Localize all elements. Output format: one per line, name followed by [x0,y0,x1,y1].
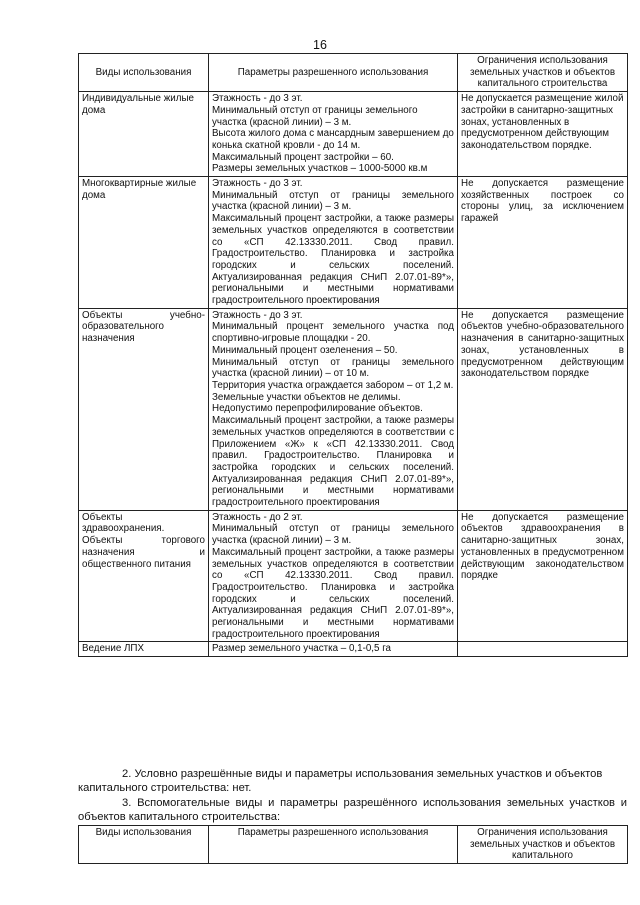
restrictions-cell [458,642,628,657]
usage-type-cell [79,510,209,642]
parameter-line: Максимальный процент застройки, а также размеры земельных участков определяются в соответствии со «СП 42.13330.2011. Свод правил. Градостроительство. Планировка и застройка городских и сельских поселений. Актуализированная редакция СНиП 2.07.01-89*», региональными и местными нормативами градостроительного проектирования [212,546,454,640]
restrictions-cell: Не допускается размещение объектов учебно-образовательного назначения в санитарно-защитных зонах, установленных в предусмотренном действующим законодательством порядке [458,308,628,510]
paragraph-conditional-uses: 2. Условно разрешённые виды и параметры использования земельных участков и объектов капитального строительства: нет. [78,768,603,794]
usage-type-cell: Индивидуальные жилые дома [79,92,209,177]
parameter-line: Минимальный процент земельного участка под спортивно-игровые площадки - 20. [212,321,454,345]
header-restrictions: Ограничения использования земельных участков и объектов капитального строительства [458,54,628,92]
table-header-row [79,54,628,92]
parameter-line: Земельные участки объектов не делимы. [212,391,401,403]
parameter-line: Высота жилого дома с мансардным завершением до конька скатной кровли - до 14 м. [212,128,454,151]
table-row [79,642,628,657]
parameter-line: Этажность - до 3 эт. [212,178,303,190]
restrictions-cell: Не допускается размещение жилой застройки в санитарно-защитных зонах, установленных в предусмотренном действующим законодательством порядке. [458,92,628,177]
parameters-cell [209,177,458,309]
parameter-line: Минимальный отступ от границы земельного участка (красной линии) – 3 м. [212,189,454,213]
usage-type-line: Объекты торгового назначения и общественного питания [82,535,205,570]
restrictions-cell: Не допускается размещение объектов здравоохранения в санитарно-защитных зонах, установленных в предусмотренном действующим законодательством порядке [458,510,628,642]
usage-type-cell: Многоквартирные жилые дома [79,177,209,309]
page-number: 16 [313,38,327,52]
parameter-line: Этажность - до 3 эт. [212,309,303,321]
header-parameters: Параметры разрешенного использования [209,54,458,92]
parameter-line: Максимальный процент застройки, а также размеры земельных участков определяются в соответствии со «СП 42.13330.2011. Свод правил. Градостроительство. Планировка и застройка городских и сельских поселений. Актуализированная редакция СНиП 2.07.01-89*», региональными и местными нормативами градостроительного проектирования [212,213,454,307]
parameter-line: Размеры земельных участков – 1000-5000 кв.м [212,163,428,175]
header-usage-types: Виды использования [79,54,209,92]
table-row [79,177,628,309]
restrictions-cell: Не допускается размещение хозяйственных построек со стороны улиц, за исключением гаражей [458,177,628,309]
parameters-cell: Размер земельного участка – 0,1-0,5 га [209,642,458,657]
auxiliary-uses-table [78,825,628,864]
usage-type-cell: Ведение ЛПХ [79,642,209,657]
parameters-cell [209,308,458,510]
parameter-line: Этажность - до 2 эт. [212,511,303,523]
parameter-line: Максимальный процент застройки, а также размеры земельных участков определяются в соответствии с Приложением «Ж» к «СП 42.13330.2011. Свод правил. Градостроительство. Планировка и застройка городских и сельских поселений. Актуализированная редакция СНиП 2.07.01-89*», региональными и местными нормативами градостроительного проектирования [212,415,454,509]
parameter-line: Минимальный отступ от границы земельного участка (красной линии) – 3 м. [212,523,454,547]
header-parameters: Параметры разрешенного использования [209,826,458,864]
parameter-line: Недопустимо перепрофилирование объектов. [212,403,423,415]
paragraph-auxiliary-uses: 3. Вспомогательные виды и параметры разрешённого использования земельных участков и объектов капитального строительства: [78,797,627,823]
header-usage-types: Виды использования [79,826,209,864]
land-use-table [78,53,628,657]
table-header-row [79,826,628,864]
parameter-line: Максимальный процент застройки – 60. [212,151,394,163]
usage-type-line: Объекты здравоохранения. [82,511,165,535]
header-restrictions: Ограничения использования земельных участков и объектов капитального [458,826,628,864]
parameter-line: Этажность - до 3 эт. [212,93,303,105]
parameters-cell [209,92,458,177]
parameters-cell [209,510,458,642]
parameter-line: Минимальный процент озеленения – 50. [212,344,398,356]
table-row [79,308,628,510]
usage-type-cell: Объекты учебно-образовательного назначения [79,308,209,510]
parameter-line: Минимальный отступ от границы земельного участка (красной линии) – от 10 м. [212,356,454,380]
parameter-line: Минимальный отступ от границы земельного участка (красной линии) – 3 м. [212,104,418,128]
parameter-line: Территория участка ограждается забором – от 1,2 м. [212,379,454,391]
table-row [79,92,628,177]
table-row [79,510,628,642]
